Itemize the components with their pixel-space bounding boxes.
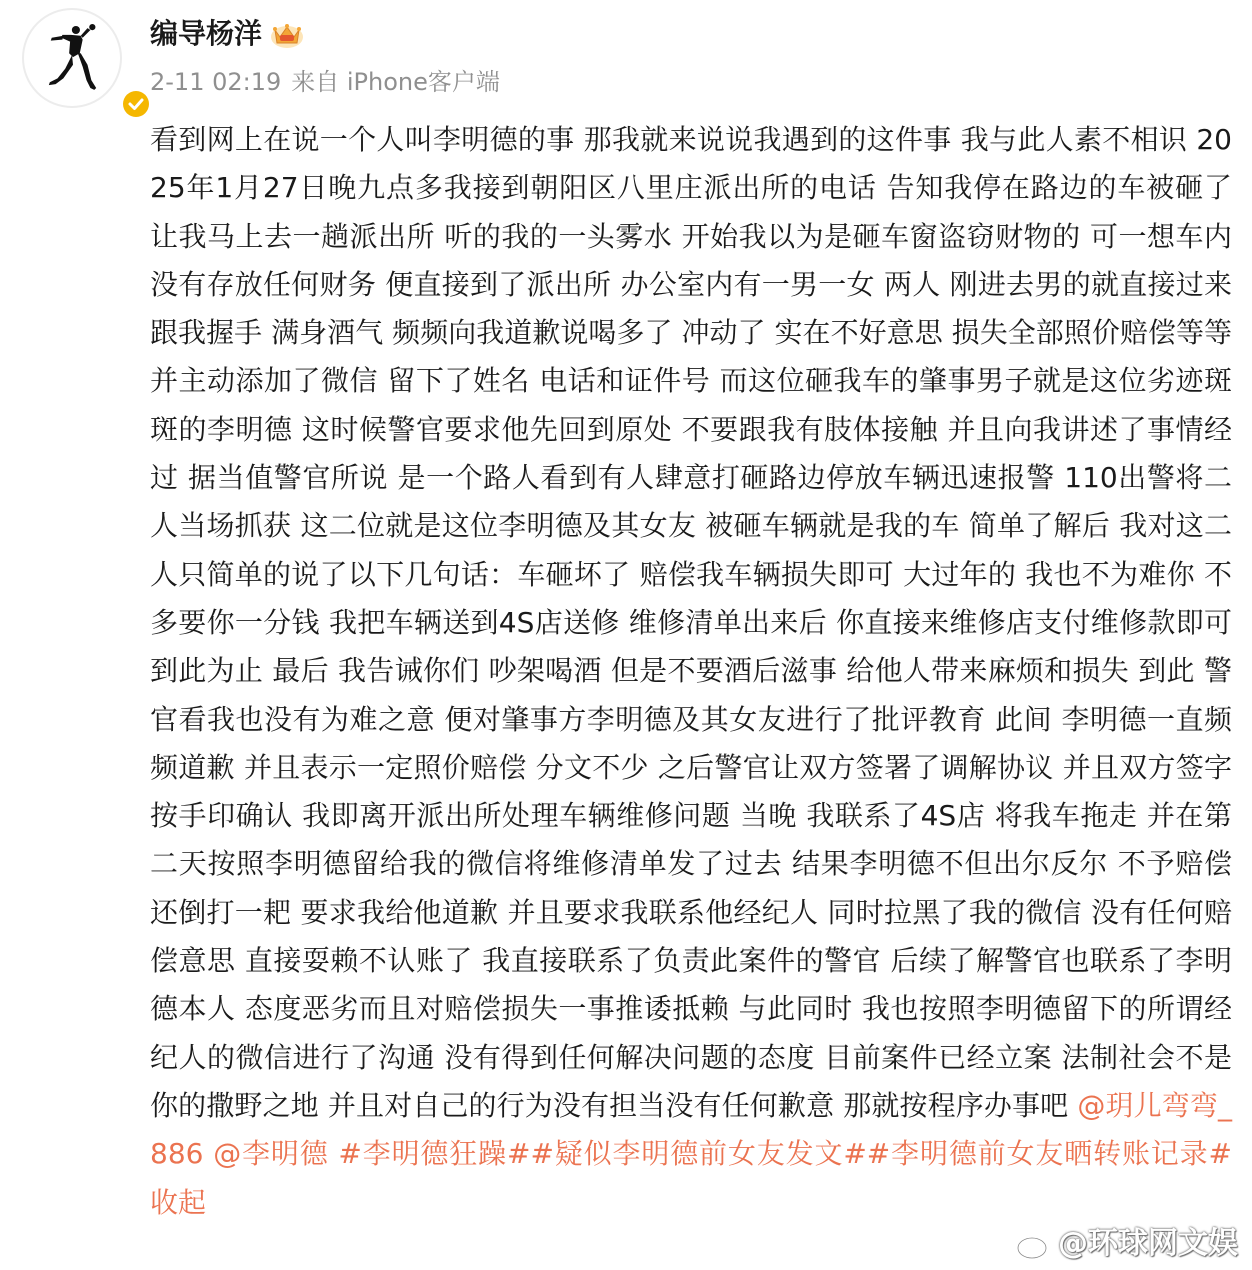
watermark-text: @环球网文娱 <box>1058 1226 1238 1261</box>
post-text <box>150 116 1232 1227</box>
post-text-content: 看到网上在说一个人叫李明德的事 那我就来说说我遇到的这件事 我与此人素不相识 2025年1月27日晚九点多我接到朝阳区八里庄派出所的电话 告知我停在路边的车被砸了 让我马上去一趟派出所 听的我的一头雾水 开始我以为是砸车窗盗窃财物的 可一想车内没有存放任何财务 便直接到了派出所 办公室内有一男一女 两人 刚进去男的就直接过来跟我握手 满身酒气 频频向我道歉说喝多了 冲动了 实在不好意思 损失全部照价赔偿等等 并主动添加了微信 留下了姓名 电话和证件号 而这位砸我车的肇事男子就是这位劣迹斑斑的李明德 这时候警官要求他先回到原处 不要跟我有肢体接触 并且向我讲述了事情经过 据当值警官所说 是一个路人看到有人肆意打砸路边停放车辆迅速报警 110出警将二人当场抓获 这二位就是这位李明德及其女友 被砸车辆就是我的车 简单了解后 我对这二人只简单的说了以下几句话：车砸坏了 赔偿我车辆损失即可 大过年的 我也不为难你 不多要你一分钱 我把车辆送到4S店送修 维修清单出来后 你直接来维修店支付维修款即可 到此为止 最后 我告诫你们 吵架喝酒 但是不要酒后滋事 给他人带来麻烦和损失 到此 警官看我也没有为难之意 便对肇事方李明德及其女友进行了批评教育 此间 李明德一直频频道歉 并且表示一定照价赔偿 分文不少 之后警官让双方签署了调解协议 并且双方签字按手印确认 我即离开派出所处理车辆维修问题 当晚 我联系了4S店 将我车拖走 并在第二天按照李明德留给我的微信将维修清单发了过去 结果李明德不但出尔反尔 不予赔偿 还倒打一耙 要求我给他道歉 并且要求我联系他经纪人 同时拉黑了我的微信 没有任何赔偿意思 直接耍赖不认账了 我直接联系了负责此案件的警官 后续了解警官也联系了李明德本人 态度恶劣而且对赔偿损失一事推诿抵赖 与此同时 我也按照李明德留下的所谓经纪人的微信进行了沟通 没有得到任何解决问题的态度 目前案件已经立案 法制社会不是你的撒野之地 并且对自己的行为没有担当没有任何歉意 那就按程序办事吧 <box>150 123 1232 1122</box>
author-name[interactable]: 编导杨洋 <box>150 17 263 50</box>
mention-link[interactable]: @玥儿弯弯_886 <box>150 1088 1232 1171</box>
crown-icon[interactable] <box>268 18 306 50</box>
avatar[interactable] <box>22 8 122 108</box>
post-meta <box>150 64 510 100</box>
post-timestamp[interactable]: 2-11 02:19 <box>150 68 282 96</box>
post-source: 来自 iPhone客户端 <box>291 68 500 96</box>
hashtag-link[interactable]: #李明德狂躁# <box>338 1137 531 1171</box>
hashtag-link[interactable]: #李明德前女友晒转账记录# <box>866 1137 1232 1171</box>
weibo-logo-icon <box>1016 1227 1056 1261</box>
hashtag-link[interactable]: #疑似李明德前女友发文# <box>530 1137 867 1171</box>
collapse-link[interactable]: 收起 <box>150 1185 207 1219</box>
jumpman-logo-icon <box>44 24 102 94</box>
author-name-row <box>150 14 306 54</box>
watermark <box>1016 1224 1238 1264</box>
mention-link[interactable]: @李明德 <box>213 1137 329 1171</box>
verified-badge-icon <box>122 90 150 118</box>
